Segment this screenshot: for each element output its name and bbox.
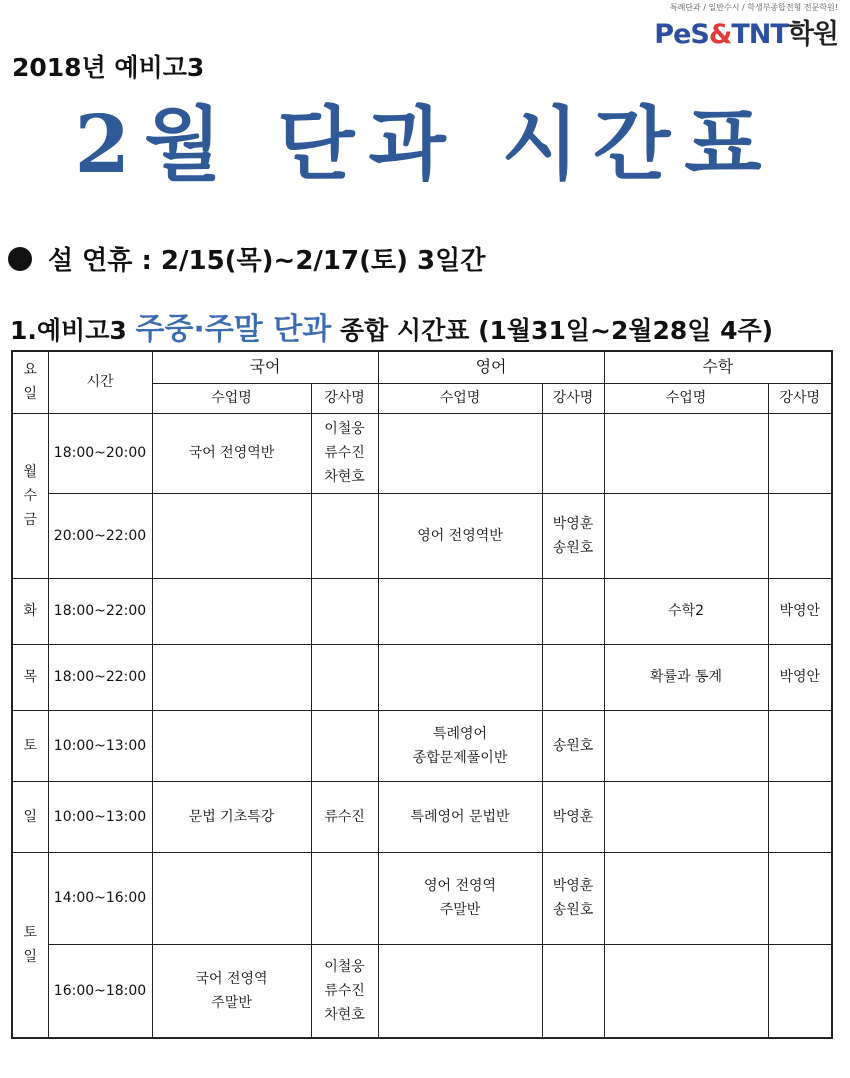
korean-class-cell	[152, 710, 311, 781]
math-class-cell	[604, 852, 768, 944]
korean-teacher-cell: 류수진	[311, 781, 378, 852]
korean-class-cell	[152, 644, 311, 710]
korean-teacher-cell	[311, 852, 378, 944]
english-teacher-cell: 박영훈 송원호	[542, 493, 604, 578]
english-class-cell	[378, 644, 542, 710]
table-row	[12, 578, 832, 644]
header-row-subjects	[12, 351, 832, 383]
korean-class-cell	[152, 852, 311, 944]
logo-part-amp: &	[708, 19, 732, 50]
header-class-name: 수업명	[604, 383, 768, 413]
time-cell: 20:00~22:00	[48, 493, 152, 578]
table-row	[12, 644, 832, 710]
korean-teacher-cell: 이철웅 류수진 차현호	[311, 944, 378, 1038]
korean-teacher-cell	[311, 578, 378, 644]
korean-teacher-cell	[311, 644, 378, 710]
korean-class-cell: 문법 기초특강	[152, 781, 311, 852]
header-day: 요 일	[12, 351, 48, 413]
math-class-cell	[604, 413, 768, 493]
logo-tagline: 특례단과 / 일반수시 / 학생부종합전형 전문학원!	[669, 3, 838, 12]
section-heading	[10, 304, 773, 348]
korean-class-cell	[152, 493, 311, 578]
time-cell: 16:00~18:00	[48, 944, 152, 1038]
day-cell: 토	[12, 710, 48, 781]
page-title: 2월 단과 시간표	[74, 97, 776, 191]
math-class-cell	[604, 493, 768, 578]
time-cell: 10:00~13:00	[48, 781, 152, 852]
math-class-cell: 확률과 통계	[604, 644, 768, 710]
table-row	[12, 413, 832, 493]
header-class-name: 수업명	[378, 383, 542, 413]
math-class-cell	[604, 781, 768, 852]
math-teacher-cell	[768, 493, 832, 578]
math-teacher-cell: 박영안	[768, 578, 832, 644]
english-teacher-cell	[542, 644, 604, 710]
day-cell: 일	[12, 781, 48, 852]
math-class-cell	[604, 944, 768, 1038]
english-class-cell: 영어 전영역 주말반	[378, 852, 542, 944]
page-subtitle: 2018년 예비고3	[12, 53, 205, 82]
math-teacher-cell	[768, 781, 832, 852]
korean-teacher-cell	[311, 493, 378, 578]
math-teacher-cell	[768, 413, 832, 493]
schedule-table	[11, 350, 833, 1039]
time-cell: 10:00~13:00	[48, 710, 152, 781]
time-cell: 14:00~16:00	[48, 852, 152, 944]
table-row	[12, 944, 832, 1038]
logo-part-tnt: TNT	[731, 19, 788, 50]
time-cell: 18:00~22:00	[48, 578, 152, 644]
math-teacher-cell	[768, 852, 832, 944]
english-class-cell	[378, 578, 542, 644]
english-class-cell	[378, 944, 542, 1038]
header-class-name: 수업명	[152, 383, 311, 413]
math-class-cell: 수학2	[604, 578, 768, 644]
english-teacher-cell	[542, 944, 604, 1038]
english-teacher-cell: 송원호	[542, 710, 604, 781]
section-highlight: 주중·주말 단과	[135, 312, 332, 347]
section-suffix: 종합 시간표 (1월31일~2월28일 4주)	[339, 316, 774, 345]
math-teacher-cell	[768, 944, 832, 1038]
english-class-cell: 특례영어 종합문제풀이반	[378, 710, 542, 781]
table-row	[12, 852, 832, 944]
holiday-notice	[8, 240, 485, 277]
header-teacher: 강사명	[542, 383, 604, 413]
holiday-text: 설 연휴 : 2/15(목)~2/17(토) 3일간	[48, 246, 486, 276]
korean-class-cell: 국어 전영역 주말반	[152, 944, 311, 1038]
day-cell: 목	[12, 644, 48, 710]
header-english: 영어	[378, 351, 604, 383]
english-teacher-cell	[542, 578, 604, 644]
bullet-icon	[8, 247, 32, 271]
academy-logo	[638, 2, 838, 50]
logo-part-pes: PeS	[654, 19, 709, 50]
table-row	[12, 710, 832, 781]
header-teacher: 강사명	[311, 383, 378, 413]
korean-class-cell: 국어 전영역반	[152, 413, 311, 493]
logo-wordmark	[654, 12, 838, 51]
header-korean: 국어	[152, 351, 378, 383]
time-cell: 18:00~22:00	[48, 644, 152, 710]
time-cell: 18:00~20:00	[48, 413, 152, 493]
english-teacher-cell: 박영훈 송원호	[542, 852, 604, 944]
day-cell: 월 수 금	[12, 413, 48, 578]
korean-teacher-cell	[311, 710, 378, 781]
english-teacher-cell	[542, 413, 604, 493]
math-teacher-cell: 박영안	[768, 644, 832, 710]
english-class-cell	[378, 413, 542, 493]
english-teacher-cell: 박영훈	[542, 781, 604, 852]
math-class-cell	[604, 710, 768, 781]
korean-teacher-cell: 이철웅 류수진 차현호	[311, 413, 378, 493]
section-prefix: 1.예비고3	[10, 316, 127, 345]
korean-class-cell	[152, 578, 311, 644]
english-class-cell: 특례영어 문법반	[378, 781, 542, 852]
english-class-cell: 영어 전영역반	[378, 493, 542, 578]
table-row	[12, 781, 832, 852]
header-teacher: 강사명	[768, 383, 832, 413]
header-time: 시간	[48, 351, 152, 413]
math-teacher-cell	[768, 710, 832, 781]
day-cell: 토 일	[12, 852, 48, 1038]
header-math: 수학	[604, 351, 832, 383]
table-row	[12, 493, 832, 578]
logo-part-academy: 학원	[787, 19, 838, 50]
day-cell: 화	[12, 578, 48, 644]
